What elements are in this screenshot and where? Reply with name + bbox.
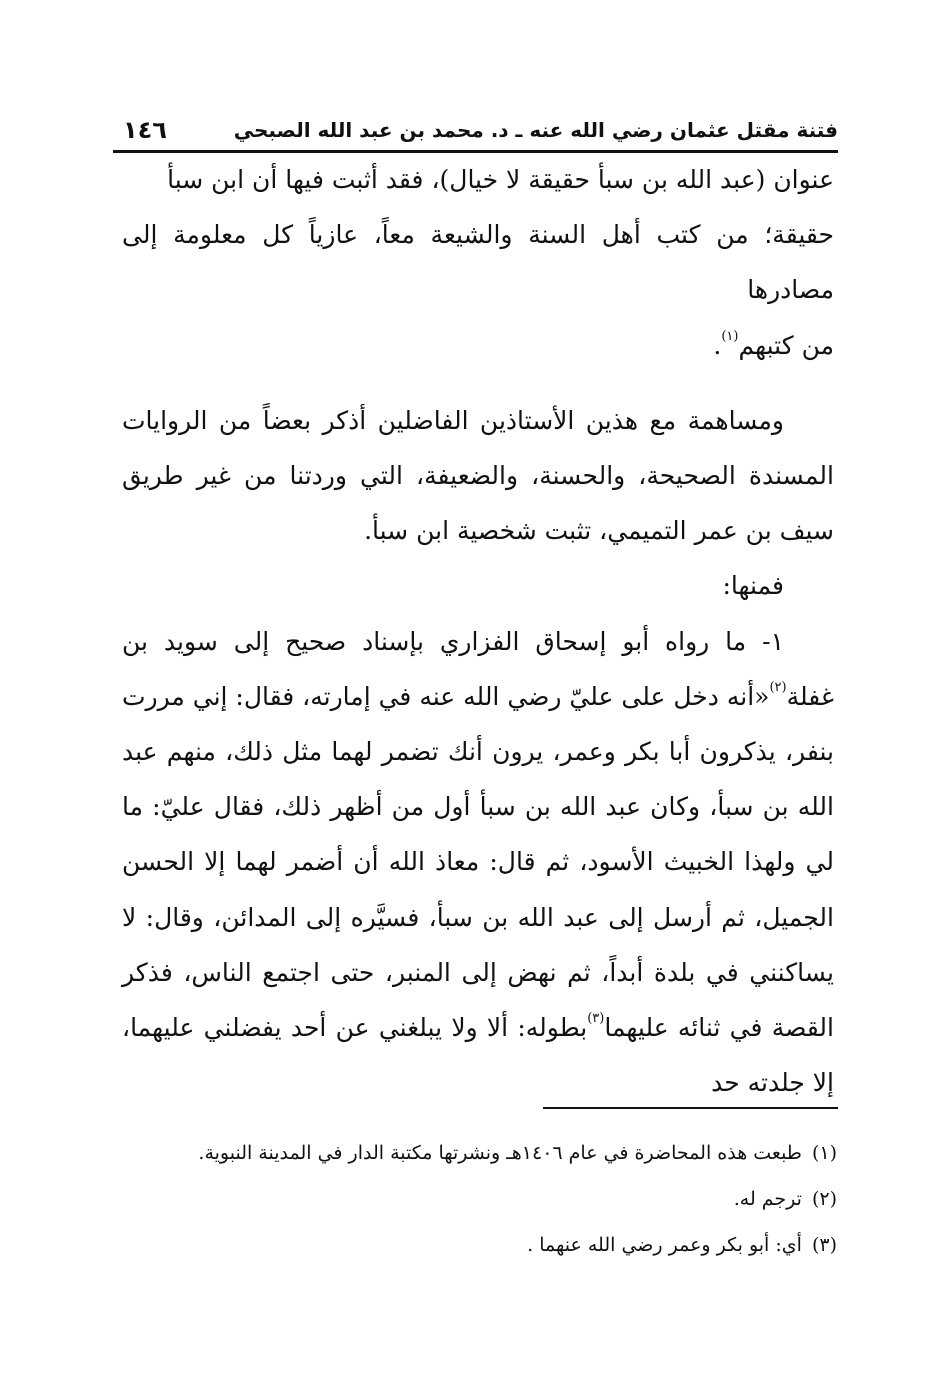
footnote-number: (١) <box>811 1142 837 1164</box>
footnote-separator <box>543 1107 838 1109</box>
footnotes <box>125 1130 837 1268</box>
footnote-text: طبعت هذه المحاضرة في عام ١٤٠٦هـ ونشرتها مكتبة الدار في المدينة النبوية. <box>198 1142 802 1164</box>
footnote-text: أي: أبو بكر وعمر رضي الله عنهما . <box>527 1234 802 1256</box>
paragraph-4-quote: «أنه دخل على عليّ رضي الله عنه في إمارته، فقال: إني مررت بنفر، يذكرون أبا بكر وعمر، يرون أنك تضمر لهما مثل ذلك، منهم عبد الله بن سبأ، وكان عبد الله بن سبأ أول من أظهر ذلك، فقال عليّ: ما لي ولهذا الخبيث الأسود، ثم قال: معاذ الله أن أضمر لهما إلا الحسن الجميل، ثم أرسل إلى عبد الله بن سبأ، فسيَّره إلى المدائن، وقال: لا يساكنني في بلدة أبداً، ثم نهض إلى المنبر، حتى اجتمع الناس، فذكر القصة في ثنائه عليهما <box>122 681 834 1043</box>
paragraph-1-line-1: عنوان (عبد الله بن سبأ حقيقة لا خيال)، فقد أثبت فيها أن ابن سبأ <box>167 165 834 194</box>
footnote-number: (٢) <box>811 1188 837 1210</box>
footnote-marker-1: (١) <box>721 328 739 344</box>
page-number: ١٤٦ <box>123 116 167 144</box>
paragraph-1 <box>122 152 834 373</box>
paragraph-2: ومساهمة مع هذين الأستاذين الفاضلين أذكر بعضاً من الروايات المسندة الصحيحة، والحسنة، والضعيفة، التي وردتنا من غير طريق سيف بن عمر التميمي، تثبت شخصية ابن سبأ. <box>122 405 834 546</box>
footnote-marker-2: (٢) <box>769 679 787 695</box>
paragraph-1-line-3: من كتبهم <box>738 330 834 360</box>
footnote-1 <box>125 1130 837 1176</box>
header-title: فتنة مقتل عثمان رضي الله عنه ـ د. محمد بن عبد الله الصبحي <box>233 118 838 142</box>
footnote-marker-3: (٣) <box>587 1011 605 1027</box>
main-text <box>122 152 834 1110</box>
paragraph-4-end: بطوله: ألا ولا يبلغني عن أحد يفضلني عليهما، إلا جلدته حد <box>122 1013 834 1098</box>
running-header <box>113 112 838 152</box>
paragraph-1-end: . <box>713 330 722 360</box>
paragraph-1-line-2: حقيقة؛ من كتب أهل السنة والشيعة معاً، عازياً كل معلومة إلى مصادرها <box>122 220 834 305</box>
footnote-text: ترجم له. <box>733 1188 802 1210</box>
paragraph-4 <box>122 614 834 1111</box>
paragraph-4-start: ١- ما رواه أبو إسحاق الفزاري بإسناد صحيح إلى سويد بن غفلة <box>122 626 834 711</box>
footnote-number: (٣) <box>811 1234 837 1256</box>
paragraph-3: فمنها: <box>722 571 784 601</box>
footnote-2 <box>125 1176 837 1222</box>
footnote-3 <box>125 1222 837 1268</box>
